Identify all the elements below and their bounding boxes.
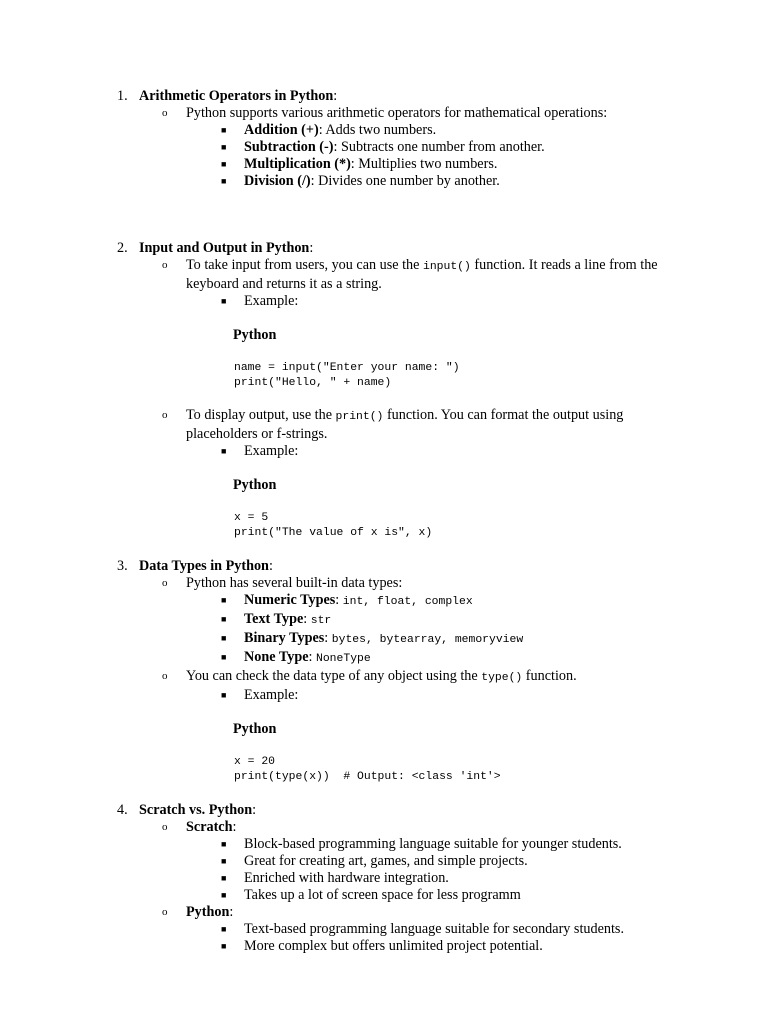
section-number: 1. (117, 88, 128, 104)
code-line: x = 20 (234, 756, 276, 768)
point-text: Text-based programming language suitable for secondary students. (244, 921, 624, 937)
square-bullet-icon: ■ (221, 125, 227, 135)
circle-bullet-icon: o (162, 821, 168, 833)
operator-item (0, 122, 768, 139)
point-item (0, 921, 768, 938)
sub-item-label: Scratch (186, 819, 233, 835)
point-item (0, 887, 768, 904)
type-item: ■ None Type: NoneType (221, 649, 371, 665)
example-label: Example: (244, 443, 299, 459)
operator-desc: : Adds two numbers. (318, 122, 437, 138)
sub-item (0, 105, 676, 122)
section-title: Input and Output in Python (139, 240, 310, 256)
operator-name: Multiplication (*) (244, 156, 351, 172)
point-text: Takes up a lot of screen space for less programm (244, 887, 521, 903)
operator-desc: : Subtracts one number from another. (333, 139, 545, 155)
text: function. You can format the output using placeholders or f-strings. (186, 407, 624, 442)
type-values: int, float, complex (342, 596, 473, 608)
square-bullet-icon: ■ (221, 633, 227, 643)
square-bullet-icon: ■ (221, 873, 227, 883)
type-item: ■ Text Type: str (221, 611, 332, 627)
square-bullet-icon: ■ (221, 941, 227, 951)
section-title: Arithmetic Operators in Python (139, 88, 334, 104)
operator-desc: : Multiplies two numbers. (350, 156, 498, 172)
section-input-output (0, 240, 768, 541)
circle-bullet-icon: o (162, 670, 168, 682)
type-name: None Type (244, 649, 309, 665)
inline-code: input() (422, 261, 471, 273)
operator-name: Division (/) (244, 173, 311, 189)
code-language-label: Python (233, 721, 277, 737)
point-text: Enriched with hardware integration. (244, 870, 449, 886)
square-bullet-icon: ■ (221, 142, 227, 152)
sub-item (0, 257, 676, 293)
square-bullet-icon: ■ (221, 652, 227, 662)
section-heading: Arithmetic Operators in Python: (139, 88, 338, 104)
square-bullet-icon: ■ (221, 595, 227, 605)
square-bullet-icon: ■ (221, 839, 227, 849)
code-line: x = 5 (234, 512, 269, 524)
point-text: Block-based programming language suitable for younger students. (244, 836, 622, 852)
section-title: Data Types in Python (139, 558, 269, 574)
section-arithmetic (0, 88, 768, 190)
operator-item (0, 139, 768, 156)
text: To take input from users, you can use the (186, 257, 423, 273)
text: You can check the data type of any object using the (186, 668, 482, 684)
square-bullet-icon: ■ (221, 614, 227, 624)
code-language-label: Python (233, 477, 277, 493)
section-heading: Data Types in Python: (139, 558, 273, 574)
inline-code: type() (481, 672, 523, 684)
sub-item-label: Python (186, 904, 230, 920)
section-number: 4. (117, 802, 128, 818)
section-scratch-vs-python (0, 802, 768, 955)
operator-name: Addition (+) (244, 122, 319, 138)
operator-item (0, 173, 768, 190)
example-item (0, 443, 768, 460)
code-language-label: Python (233, 327, 277, 343)
document-body (0, 88, 768, 955)
section-title: Scratch vs. Python (139, 802, 253, 818)
section-number: 2. (117, 240, 128, 256)
sub-item (0, 668, 676, 687)
sub-item: o Python: (162, 904, 234, 920)
square-bullet-icon: ■ (221, 924, 227, 934)
type-item: ■ Binary Types: bytes, bytearray, memoryview (221, 630, 524, 646)
section-heading: Scratch vs. Python: (139, 802, 257, 818)
operator-desc: : Divides one number by another. (310, 173, 500, 189)
point-text: Great for creating art, games, and simple projects. (244, 853, 528, 869)
code-line: print(type(x)) # Output: <class 'int'> (234, 771, 501, 783)
sub-item (0, 407, 676, 443)
sub-item-text: Python has several built-in data types: (186, 575, 403, 591)
circle-bullet-icon: o (162, 259, 168, 271)
type-item: ■ Numeric Types: int, float, complex (221, 592, 473, 608)
square-bullet-icon: ■ (221, 176, 227, 186)
text: function. (522, 668, 577, 684)
type-values: NoneType (316, 653, 371, 665)
inline-code: print() (335, 411, 384, 423)
square-bullet-icon: ■ (221, 890, 227, 900)
point-item (0, 938, 768, 955)
sub-item: o Scratch: (162, 819, 237, 835)
type-name: Binary Types (244, 630, 325, 646)
point-text: More complex but offers unlimited project potential. (244, 938, 543, 954)
operator-item (0, 156, 768, 173)
circle-bullet-icon: o (162, 577, 168, 589)
type-name: Text Type (244, 611, 304, 627)
example-label: Example: (244, 687, 299, 703)
circle-bullet-icon: o (162, 107, 168, 119)
circle-bullet-icon: o (162, 409, 168, 421)
text: To display output, use the (186, 407, 336, 423)
square-bullet-icon: ■ (221, 296, 227, 306)
square-bullet-icon: ■ (221, 446, 227, 456)
code-line: print("Hello, " + name) (234, 377, 392, 389)
sub-item-text: Python supports various arithmetic operators for mathematical operations: (186, 105, 608, 121)
circle-bullet-icon: o (162, 906, 168, 918)
point-item (0, 870, 768, 887)
section-number: 3. (117, 558, 128, 574)
operator-name: Subtraction (-) (244, 139, 334, 155)
type-values: bytes, bytearray, memoryview (331, 634, 524, 646)
square-bullet-icon: ■ (221, 690, 227, 700)
type-values: str (310, 615, 332, 627)
type-name: Numeric Types (244, 592, 336, 608)
point-item (0, 853, 768, 870)
example-label: Example: (244, 293, 299, 309)
section-data-types (0, 558, 768, 785)
code-line: name = input("Enter your name: ") (234, 362, 460, 374)
section-heading: Input and Output in Python: (139, 240, 314, 256)
point-item (0, 836, 768, 853)
square-bullet-icon: ■ (221, 159, 227, 169)
example-item (0, 293, 768, 310)
text: function. It reads a line from the keyboard and returns it as a string. (186, 257, 658, 292)
sub-item (0, 575, 676, 592)
square-bullet-icon: ■ (221, 856, 227, 866)
example-item (0, 687, 768, 704)
code-line: print("The value of x is", x) (234, 527, 433, 539)
